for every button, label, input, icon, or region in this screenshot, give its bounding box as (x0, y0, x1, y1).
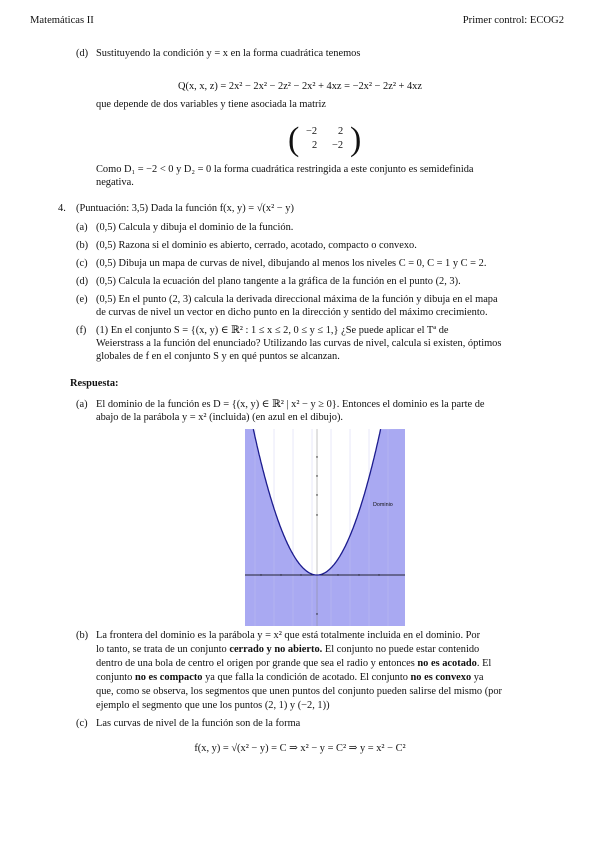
question-item-text: (0,5) Dibuja un mapa de curvas de nivel, dibujando al menos los niveles C = 0, C = 1 y C = 2. (96, 258, 487, 269)
matrix-cell: −2 (306, 126, 318, 137)
bold-text: no es compacto (134, 672, 203, 683)
text-run: ya (471, 672, 484, 683)
question-text: (Puntuación: 3,5) Dada la función f(x, y) = √(x² − y) (76, 203, 294, 214)
domain-plot (245, 429, 405, 626)
answer-b-line3 (96, 657, 556, 671)
question-item-text: Weierstrass a la función del enunciado? Utilizando las curvas de nivel, calcula si existen, óptimos (96, 338, 502, 349)
tick-mark (316, 456, 317, 457)
question-item-label: (d) (76, 276, 89, 287)
answer-b-line4 (96, 671, 556, 685)
tick-mark (337, 574, 338, 575)
tick-mark (280, 574, 281, 575)
text-run: El conjunto no puede estar contenido (322, 644, 480, 655)
answer-a-line1: El dominio de la función es D = {(x, y) ∈ ℝ² | x² − y ≥ 0}. Entonces el dominio es la parte de (96, 399, 485, 410)
answer-a-line2: abajo de la parábola y = x² (incluida) (en azul en el dibujo). (96, 412, 343, 423)
tick-mark (316, 494, 317, 495)
plot-legend: Dominio (373, 502, 393, 508)
left-paren: ( (288, 121, 300, 158)
header-left: Matemáticas II (30, 15, 94, 26)
question-item-text: (0,5) Razona si el dominio es abierto, cerrado, acotado, compacto o convexo. (96, 240, 417, 251)
question-item-text: (0,5) Calcula y dibuja el dominio de la función. (96, 222, 294, 233)
question-item-text: globales de f en el conjunto S y en qué puntos se alcanzan. (96, 351, 340, 362)
matrix (288, 122, 360, 160)
question-number: 4. (58, 203, 66, 214)
bold-text: cerrado y no abierto. (229, 644, 323, 655)
matrix-cell: −2 (332, 140, 344, 151)
answer-c-text: Las curvas de nivel de la función son de la forma (96, 718, 301, 729)
tick-mark (300, 574, 301, 575)
answer-b-line2 (96, 643, 556, 657)
text-run: . El (476, 658, 492, 669)
question-item-text: (0,5) En el punto (2, 3) calcula la derivada direccional máxima de la función y dibuja en el mapa (96, 294, 498, 305)
bold-text: no es convexo (410, 672, 472, 683)
answer-b-line1: La frontera del dominio es la parábola y = x² que está totalmente incluida en el dominio. Por (96, 630, 481, 641)
header-right: Primer control: ECOG2 (462, 15, 564, 26)
tick-mark (358, 574, 359, 575)
question-item-label: (c) (76, 258, 88, 269)
item-label-d: (d) (76, 48, 89, 59)
text-run: ya que falla la condición de acotado. El conjunto (202, 672, 411, 683)
question-item-text: de curvas de nivel un vector en dicho punto en la dirección y sentido del máximo crecimiento. (96, 307, 488, 318)
tick-mark (316, 514, 317, 515)
tick-mark (316, 613, 317, 614)
tick-mark (378, 574, 379, 575)
text-run: dentro de una bola de centro el origen por grande que sea el radio y entonces (96, 658, 418, 669)
tick-mark (316, 475, 317, 476)
answer-b-line6: ejemplo el segmento que une los puntos (2, 1) y (−2, 1)) (96, 700, 330, 711)
matrix-cell: 2 (338, 126, 344, 137)
answer-label-a: (a) (76, 399, 88, 410)
question-item-label: (b) (76, 240, 89, 251)
domain-fill (245, 429, 405, 626)
question-item-label: (e) (76, 294, 88, 305)
tick-mark (260, 574, 261, 575)
matrix-cell: 2 (312, 140, 318, 151)
text-run: lo tanto, se trata de un conjunto (96, 644, 230, 655)
question-item-label: (a) (76, 222, 88, 233)
question-item-label: (f) (76, 325, 87, 336)
part-d-conclusion-2: negativa. (96, 177, 134, 188)
text-run: conjunto (96, 672, 135, 683)
answer-heading: Respuesta: (70, 378, 119, 389)
right-paren: ) (350, 121, 362, 158)
part-d-after: que depende de dos variables y tiene asociada la matriz (96, 99, 326, 110)
answer-label-b: (b) (76, 630, 89, 641)
part-d-intro: Sustituyendo la condición y = x en la forma cuadrática tenemos (96, 48, 361, 59)
equation-q: Q(x, x, z) = 2x² − 2x² − 2z² − 2x² + 4xz = −2x² − 2z² + 4xz (178, 81, 422, 92)
answer-label-c: (c) (76, 718, 88, 729)
question-item-text: (0,5) Calcula la ecuación del plano tangente a la gráfica de la función en el punto (2, 3). (96, 276, 461, 287)
part-d-conclusion-1: Como D₁ = −2 < 0 y D₂ = 0 la forma cuadrática restringida a este conjunto es semidefinida (96, 164, 474, 175)
answer-c-equation: f(x, y) = √(x² − y) = C ⇒ x² − y = C² ⇒ y = x² − C² (194, 743, 406, 754)
domain-region (245, 429, 405, 626)
question-item-text: (1) En el conjunto S = {(x, y) ∈ ℝ² : 1 ≤ x ≤ 2, 0 ≤ y ≤ 1,} ¿Se puede aplicar el Tª de (96, 325, 449, 336)
bold-text: no es acotado (417, 658, 477, 669)
answer-b-line5: que, como se observa, los segmentos que unen puntos del conjunto pueden salirse del mismo (por (96, 686, 503, 697)
